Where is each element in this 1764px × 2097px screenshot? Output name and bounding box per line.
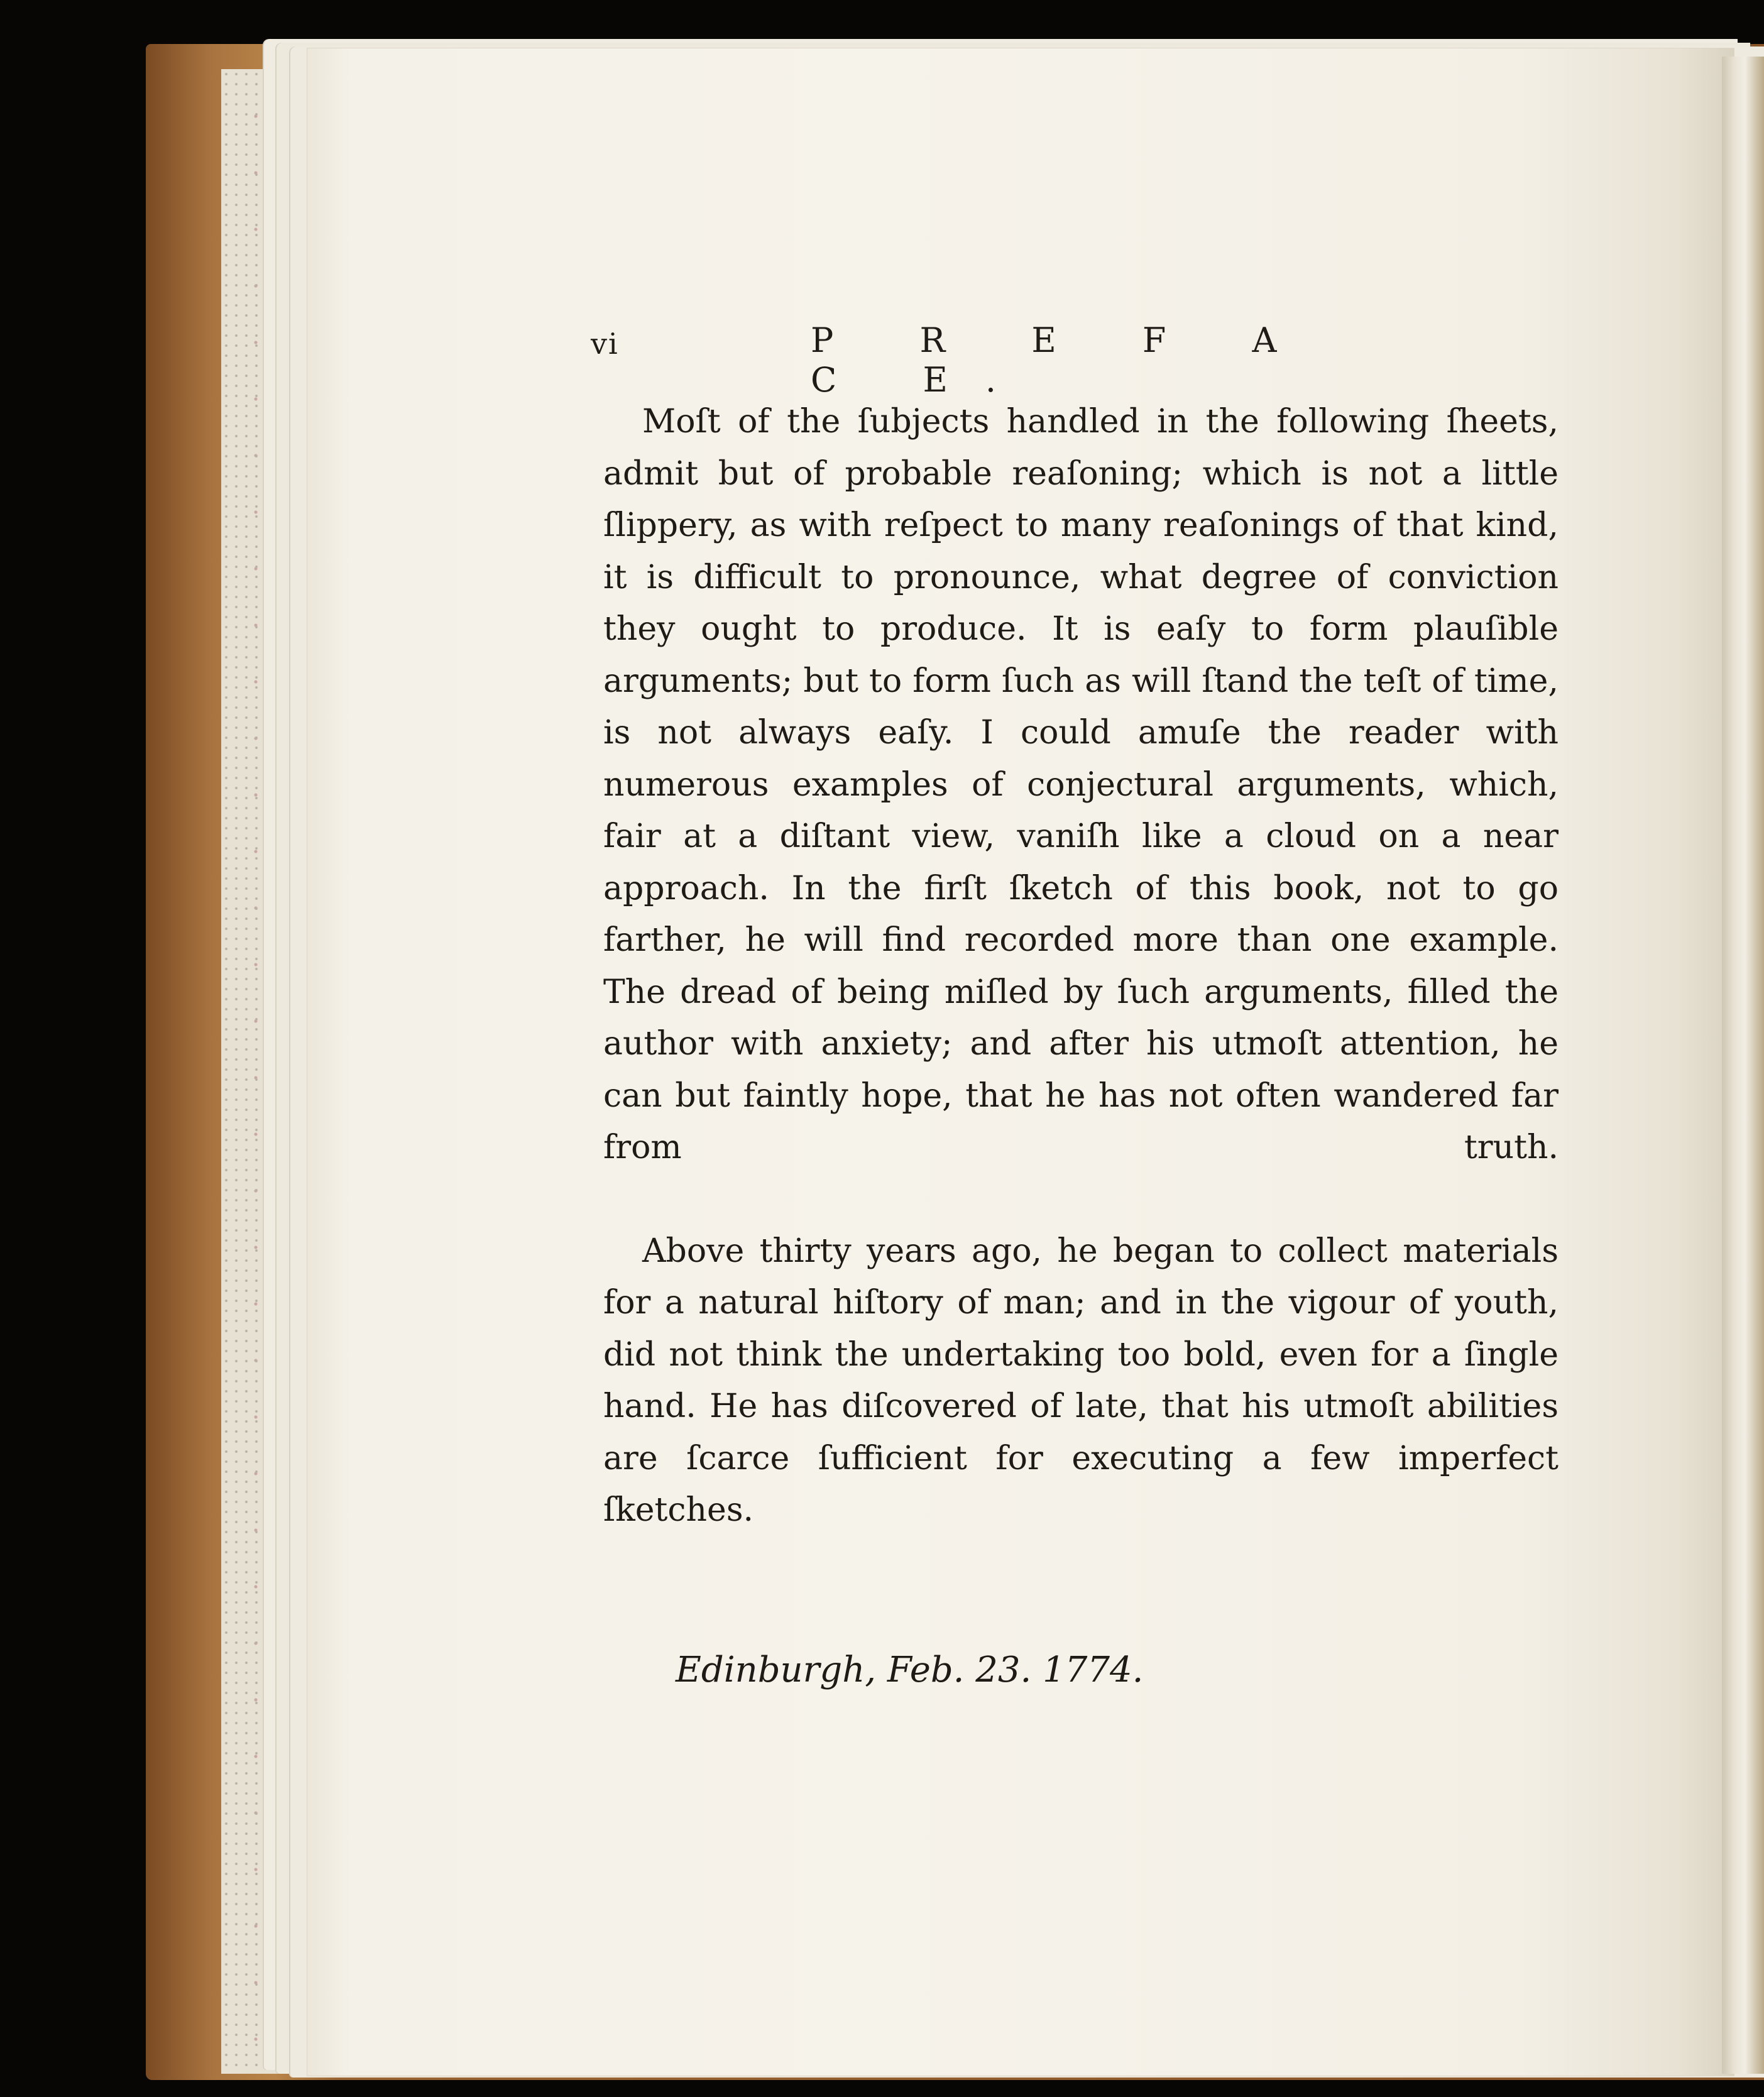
running-head <box>591 314 1395 400</box>
dateline: Edinburgh, Feb. 23. 1774. <box>676 1650 1144 1690</box>
preface-paragraph-1: Moſt of the ſubjects handled in the following ſheets, admit but of probable reaſoning; which is not a little ſlippery, as with reſpect to many reaſonings of that kind, it is difficult to pronounce, what degree of conviction they ought to produce. It is eaſy to form plauſible arguments; but to form ſuch as will ſtand the teſt of time, is not always eaſy. I could amuſe the reader with numerous examples of conjectural arguments, which, fair at a diſtant view, vaniſh like a cloud on a near approach. In the firſt ſketch of this book, not to go farther, he will find recorded more than one example. The dread of being miſled by ſuch arguments, filled the author with anxiety; and after his utmoſt attention, he can but faintly hope, that he has not often wandered far from truth. <box>603 403 1559 1166</box>
page-title: P R E F A C E. <box>811 320 1315 400</box>
preface-body <box>603 396 1559 1536</box>
page-number: vi <box>591 327 619 361</box>
preface-paragraph-2: Above thirty years ago, he began to collect materials for a natural hiſtory of man; and in the vigour of youth, did not think the undertaking too bold, even for a ſingle hand. He has diſcovered of late, that his utmoſt abilities are ſcarce ſufficient for executing a few imperfect ſketches. <box>603 1232 1559 1529</box>
page-gutter <box>1722 57 1764 2074</box>
